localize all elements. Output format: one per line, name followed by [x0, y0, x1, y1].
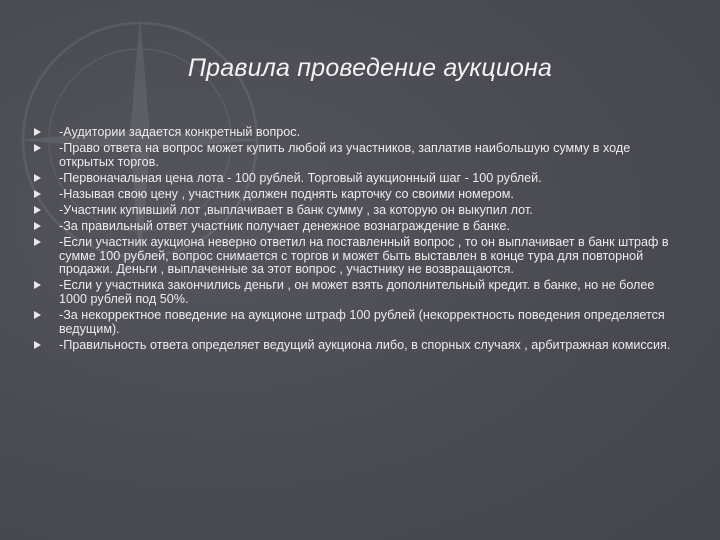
bullet-arrow-icon: [34, 341, 41, 349]
bullet-text: -Участник купивший лот ,выплачивает в банк сумму , за которую он выкупил лот.: [59, 202, 533, 217]
bullet-text: -За некорректное поведение на аукционе штраф 100 рублей (некорректность поведения определяется ведущим).: [59, 308, 665, 336]
bullet-arrow-icon: [34, 128, 41, 136]
bullet-item: [34, 309, 674, 336]
slide-title: Правила проведение аукциона: [187, 54, 553, 82]
bullet-text: -Называя свою цену , участник должен поднять карточку со своими номером.: [59, 186, 514, 201]
bullet-text: -Правильность ответа определяет ведущий аукциона либо, в спорных случаях , арбитражная комиссия.: [59, 337, 671, 352]
bullet-item: [34, 279, 674, 306]
bullet-text: -Право ответа на вопрос может купить любой из участников, заплатив наибольшую сумму в ходе открытых торгов.: [59, 141, 631, 169]
bullet-text: -Первоначальная цена лота - 100 рублей. Торговый аукционный шаг - 100 рублей.: [59, 170, 542, 185]
bullet-item: [34, 204, 674, 218]
bullet-item: [34, 188, 674, 202]
bullet-arrow-icon: [34, 206, 41, 214]
bullet-item: [34, 220, 674, 234]
bullet-arrow-icon: [34, 190, 41, 198]
bullet-arrow-icon: [34, 281, 41, 289]
bullet-arrow-icon: [34, 311, 41, 319]
bullet-arrow-icon: [34, 174, 41, 182]
bullet-list: [34, 126, 674, 355]
bullet-text: -Аудитории задается конкретный вопрос.: [59, 125, 301, 139]
bullet-item: [34, 142, 674, 169]
bullet-arrow-icon: [34, 144, 41, 152]
bullet-arrow-icon: [34, 222, 41, 230]
bullet-item: [34, 339, 674, 353]
bullet-item: [34, 172, 674, 186]
bullet-text: -Если у участника закончились деньги , он может взять дополнительный кредит. в банке, но не более 1000 рублей под 50%.: [59, 278, 655, 307]
bullet-text: -Если участник аукциона неверно ответил на поставленный вопрос , то он выплачивает в банк штраф в сумме 100 рублей, вопрос снимается с торгов и может быть выставлен в конце тура для повторной продажи. Деньги , выплаченные за этот вопрос , участнику не возвращаются.: [59, 235, 669, 277]
bullet-item: [34, 126, 674, 140]
bullet-text: -За правильный ответ участник получает денежное вознаграждение в банке.: [59, 219, 511, 234]
bullet-item: [34, 236, 674, 277]
bullet-arrow-icon: [34, 238, 41, 246]
